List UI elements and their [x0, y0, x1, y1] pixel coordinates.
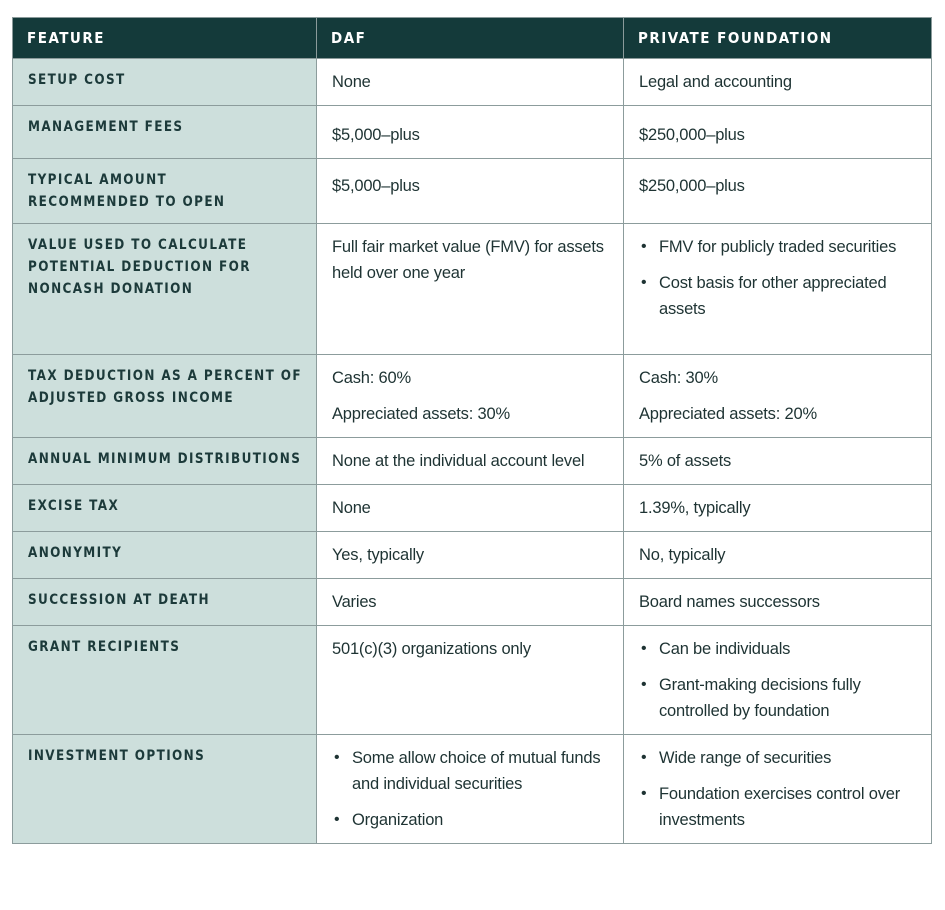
- private-foundation-cell: [624, 224, 932, 355]
- header-feature: FEATURE: [13, 18, 317, 59]
- feature-label: NONCASH DONATION: [28, 281, 194, 297]
- private-foundation-cell: [624, 626, 932, 735]
- cell-text: 501(c)(3) organizations only: [332, 640, 531, 658]
- table-header-row: [13, 18, 932, 59]
- feature-label: RECOMMENDED TO OPEN: [28, 194, 226, 210]
- daf-cell: [317, 735, 624, 844]
- feature-label: POTENTIAL DEDUCTION FOR: [28, 259, 251, 275]
- cell-text: None: [332, 499, 371, 517]
- daf-cell: [317, 438, 624, 485]
- daf-cell: [317, 224, 624, 355]
- bullet-item: • Foundation exercises control over investments: [639, 781, 917, 833]
- feature-label: GRANT RECIPIENTS: [28, 639, 181, 655]
- daf-cell: [317, 106, 624, 159]
- table-row: [13, 438, 932, 485]
- cell-text: Legal and accounting: [639, 73, 792, 91]
- table-row: [13, 59, 932, 106]
- header-daf: DAF: [317, 18, 624, 59]
- private-foundation-cell: [624, 355, 932, 438]
- private-foundation-cell: [624, 59, 932, 106]
- cell-text: Full fair market value (FMV) for assets held over one year: [332, 238, 604, 282]
- feature-cell: [13, 438, 317, 485]
- bullet-list: [639, 636, 917, 724]
- daf-cell: [317, 532, 624, 579]
- feature-label: ANNUAL MINIMUM DISTRIBUTIONS: [28, 451, 302, 467]
- cell-text: Cash: 60%: [332, 369, 411, 387]
- table-row: [13, 485, 932, 532]
- feature-cell: [13, 224, 317, 355]
- feature-cell: [13, 485, 317, 532]
- daf-cell: [317, 626, 624, 735]
- table-row: [13, 735, 932, 844]
- feature-cell: [13, 579, 317, 626]
- feature-label: MANAGEMENT FEES: [28, 119, 184, 135]
- cell-text: $5,000–plus: [332, 177, 420, 195]
- private-foundation-cell: [624, 159, 932, 224]
- cell-text: $250,000–plus: [639, 177, 745, 195]
- bullet-list: [639, 234, 917, 322]
- bullet-item: • Wide range of securities: [639, 745, 917, 771]
- bullet-list: [639, 745, 917, 833]
- private-foundation-cell: [624, 106, 932, 159]
- cell-text: 1.39%, typically: [639, 499, 751, 517]
- daf-cell: [317, 355, 624, 438]
- daf-cell: [317, 59, 624, 106]
- cell-text: None: [332, 73, 371, 91]
- table-row: [13, 532, 932, 579]
- feature-label: ANONYMITY: [28, 545, 123, 561]
- feature-cell: [13, 532, 317, 579]
- bullet-item: • FMV for publicly traded securities: [639, 234, 917, 260]
- feature-label: ADJUSTED GROSS INCOME: [28, 390, 234, 406]
- bullet-item: • Some allow choice of mutual funds and individual securities: [332, 745, 609, 797]
- cell-text: Yes, typically: [332, 546, 424, 564]
- feature-cell: [13, 59, 317, 106]
- daf-cell: [317, 485, 624, 532]
- table-row: [13, 224, 932, 355]
- table-row: [13, 159, 932, 224]
- cell-text: Appreciated assets: 20%: [639, 405, 817, 423]
- feature-cell: [13, 159, 317, 224]
- cell-text: 5% of assets: [639, 452, 732, 470]
- private-foundation-cell: [624, 438, 932, 485]
- feature-cell: [13, 735, 317, 844]
- table-row: [13, 106, 932, 159]
- cell-text: $250,000–plus: [639, 126, 745, 144]
- cell-text: Appreciated assets: 30%: [332, 405, 510, 423]
- cell-text: No, typically: [639, 546, 726, 564]
- feature-label: VALUE USED TO CALCULATE: [28, 237, 248, 253]
- feature-cell: [13, 626, 317, 735]
- feature-label: EXCISE TAX: [28, 498, 120, 514]
- feature-label: SETUP COST: [28, 72, 126, 88]
- table-row: [13, 355, 932, 438]
- header-private-foundation: PRIVATE FOUNDATION: [624, 18, 932, 59]
- feature-label: TAX DEDUCTION AS A PERCENT OF: [28, 368, 303, 384]
- bullet-item: • Can be individuals: [639, 636, 917, 662]
- feature-cell: [13, 106, 317, 159]
- bullet-list: [332, 745, 609, 833]
- cell-text: None at the individual account level: [332, 452, 585, 470]
- private-foundation-cell: [624, 485, 932, 532]
- bullet-item: • Cost basis for other appreciated assets: [639, 270, 917, 322]
- daf-cell: [317, 579, 624, 626]
- bullet-item: • Grant-making decisions fully controlled by foundation: [639, 672, 917, 724]
- feature-label: TYPICAL AMOUNT: [28, 172, 168, 188]
- cell-text: Board names successors: [639, 593, 820, 611]
- feature-label: INVESTMENT OPTIONS: [28, 748, 206, 764]
- private-foundation-cell: [624, 735, 932, 844]
- cell-text: Varies: [332, 593, 377, 611]
- cell-text: $5,000–plus: [332, 126, 420, 144]
- comparison-table: [12, 17, 932, 844]
- table-row: [13, 579, 932, 626]
- private-foundation-cell: [624, 579, 932, 626]
- private-foundation-cell: [624, 532, 932, 579]
- feature-label: SUCCESSION AT DEATH: [28, 592, 210, 608]
- table-row: [13, 626, 932, 735]
- cell-text: Cash: 30%: [639, 369, 718, 387]
- feature-cell: [13, 355, 317, 438]
- bullet-item: • Organization: [332, 807, 609, 833]
- daf-cell: [317, 159, 624, 224]
